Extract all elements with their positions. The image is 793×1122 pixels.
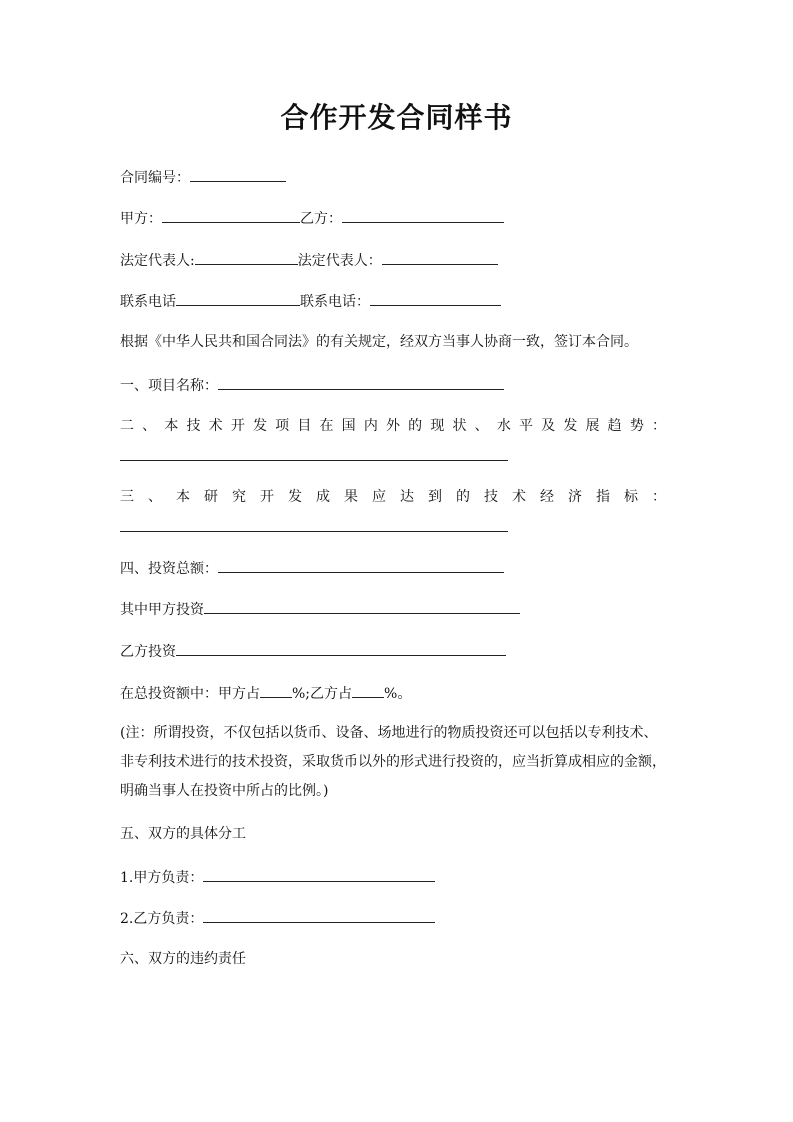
duty-a-line [120,866,435,888]
preamble: 根据《中华人民共和国合同法》的有关规定，经双方当事人协商一致，签订本合同。 [120,334,638,350]
legal-rep-line [120,249,498,271]
phone-b-blank[interactable] [370,290,501,306]
party-a-blank[interactable] [162,207,300,223]
party-a-invest-label: 其中甲方投资 [120,602,204,618]
item3-blank[interactable] [120,531,508,532]
duty-b-label: 2.乙方负责： [120,911,204,927]
legal-rep-a-blank[interactable] [195,249,298,265]
ratio-suffix: %。 [384,686,412,702]
parties-line [120,207,504,229]
party-a-percent-blank[interactable] [260,682,292,698]
item1-label: 一、项目名称： [120,378,218,394]
party-b-label: 乙方： [300,211,342,227]
item4-line [120,557,504,579]
legal-rep-b-label: 法定代表人： [297,253,382,269]
project-name-blank[interactable] [218,374,504,390]
duty-a-label: 1.甲方负责： [120,870,204,886]
total-investment-blank[interactable] [218,557,504,573]
duty-a-blank[interactable] [203,866,435,882]
phone-b-label: 联系电话： [300,294,370,310]
legal-rep-a-label: 法定代表人: [120,253,195,269]
party-a-invest-line [120,598,520,620]
phone-line [120,290,501,312]
party-a-label: 甲方： [120,211,162,227]
party-b-blank[interactable] [342,207,504,223]
phone-a-label: 联系电话 [120,294,176,310]
contract-number-label: 合同编号： [120,170,190,186]
contract-number-blank[interactable] [190,166,286,182]
duty-b-line [120,907,435,929]
party-b-invest-blank[interactable] [176,640,506,656]
phone-a-blank[interactable] [176,290,300,306]
item5-heading: 五、双方的具体分工 [120,826,246,842]
item4-label: 四、投资总额： [120,561,218,577]
item3-heading: 三、本研究开发成果应达到的技术经济指标： [120,489,667,505]
party-a-invest-blank[interactable] [204,598,520,614]
item2-blank[interactable] [120,460,508,461]
legal-rep-b-blank[interactable] [382,249,498,265]
investment-note: (注：所谓投资，不仅包括以货币、设备、场地进行的物质投资还可以包括以专利技术、非专利技术进行的技术投资，采取货币以外的形式进行投资的，应当折算成相应的金额，明确当事人在投资中所占的比例。) [120,725,666,799]
party-b-invest-label: 乙方投资 [120,644,176,660]
contract-number-line [120,166,286,188]
document-title: 合作开发合同样书 [280,101,513,134]
party-b-percent-blank[interactable] [352,682,384,698]
item2-heading: 二、本技术开发项目在国内外的现状、水平及发展趋势： [120,418,667,434]
ratio-mid: %;乙方占 [292,686,353,702]
item1-line [120,374,504,396]
ratio-prefix: 在总投资额中：甲方占 [120,686,260,702]
investment-ratio-line [120,682,411,704]
duty-b-blank[interactable] [203,907,435,923]
party-b-invest-line [120,640,506,662]
item6-heading: 六、双方的违约责任 [120,951,246,967]
